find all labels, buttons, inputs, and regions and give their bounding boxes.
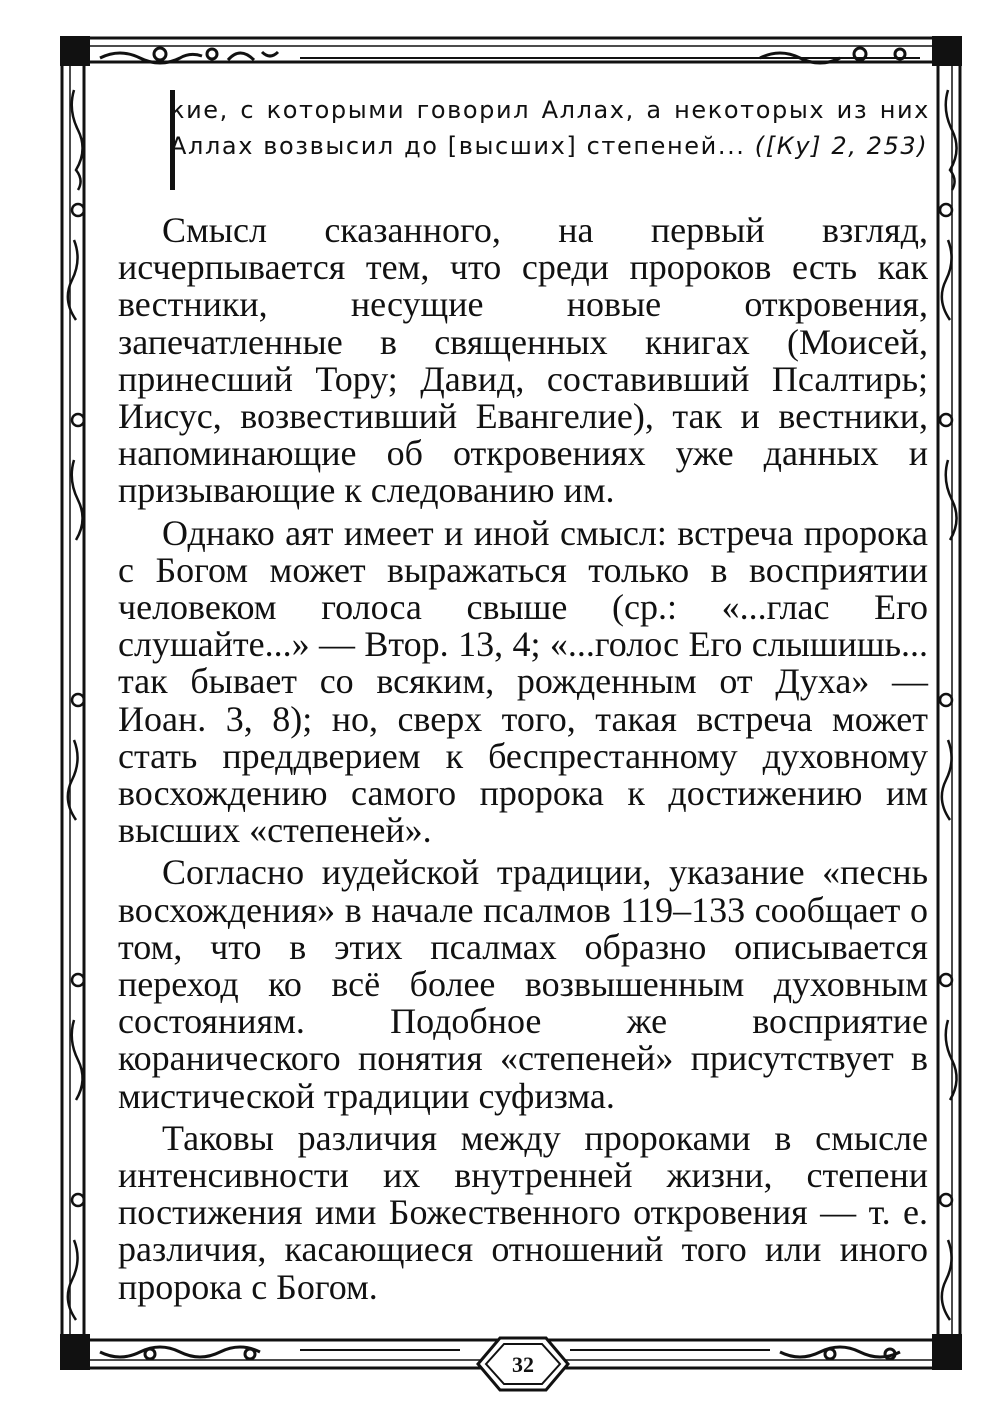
quran-quote [170, 92, 930, 164]
paragraph-4: Таковы различия между пророками в смысле интенсивности их внутренней жизни, степени постижения ими Божественного откровения — т. е. различия, касающиеся отношений того или иного пророка с Богом. [118, 1117, 928, 1307]
page-number: 32 [512, 1352, 534, 1377]
paragraph-1: Смысл сказанного, на первый взгляд, исчерпывается тем, что среди пророков есть как вестники, несущие новые откровения, запечатленные в священных книгах (Моисей, принесший Тору; Давид, составивший Псалтирь; Иисус, возвестивший Евангелие), так и вестники, напоминающие об откровениях уже данных и призывающие к следованию им. [118, 210, 928, 511]
right-ornament [940, 90, 957, 1320]
paragraph-3: Согласно иудейской традиции, указание «песнь восхождения» в начале псалмов 119–133 сообщает о том, что в этих псалмах образно описывается переход ко всё более возвышенным духовным состояниям. Подобное же восприятие коранического понятия «степеней» присутствует в мистической традиции суфизма. [118, 852, 928, 1116]
main-text [118, 212, 928, 1306]
paragraph-2: Однако аят имеет и иной смысл: встреча пророка с Богом может выражаться только в восприятии человеком голоса свыше (ср.: «...глас Его слушайте...» — Втор. 13, 4; «...голос Его слышишь... так бывает со всяким, рожденным от Духа» — Иоан. 3, 8); но, сверх того, такая встреча может стать преддверием к беспрестанному духовному восхождению самого пророка к достижению им высших «степеней». [118, 512, 928, 851]
quote-reference: ([Ку] 2, 253) [754, 132, 929, 160]
quote-text: кие, с которыми говорил Аллах, а некоторых из них Аллах возвысил до [высших] степеней... [170, 96, 930, 160]
